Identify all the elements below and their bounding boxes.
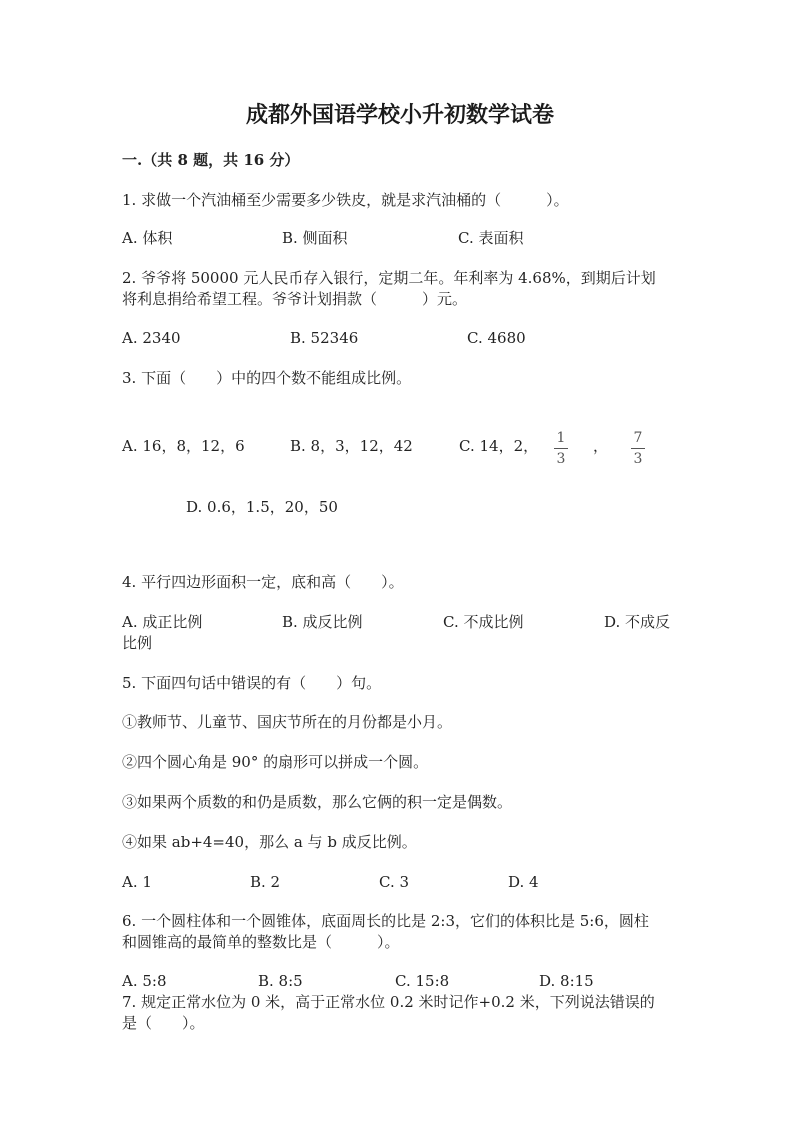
fraction-seven-thirds xyxy=(630,430,646,467)
question-4-option-d: D. 不成反 xyxy=(604,613,671,631)
question-6-option-d: D. 8:15 xyxy=(539,972,594,990)
question-3-option-c: C. 14，2， xyxy=(459,437,539,455)
question-7-line-1: 7. 规定正常水位为 0 米，高于正常水位 0.2 米时记作+0.2 米，下列说法错误的 xyxy=(122,993,655,1011)
fraction-separator: ， xyxy=(593,437,609,455)
question-5-option-a: A. 1 xyxy=(122,873,152,891)
question-2-option-a: A. 2340 xyxy=(122,329,181,347)
question-6-option-a: A. 5:8 xyxy=(122,972,167,990)
question-6-line-2: 和圆锥高的最简单的整数比是（ ）。 xyxy=(122,933,400,951)
fraction-one-third xyxy=(553,430,569,467)
question-2-option-c: C. 4680 xyxy=(467,329,526,347)
fraction-denominator: 3 xyxy=(633,451,643,467)
question-1-option-b: B. 侧面积 xyxy=(282,229,348,247)
fraction-denominator: 3 xyxy=(556,451,566,467)
page-title: 成都外国语学校小升初数学试卷 xyxy=(245,102,554,128)
question-4-option-d-continued: 比例 xyxy=(122,634,153,652)
fraction-numerator: 7 xyxy=(633,430,643,446)
question-7-line-2: 是（ ）。 xyxy=(122,1014,205,1032)
question-1-option-a: A. 体积 xyxy=(122,229,173,247)
question-3-option-d: D. 0.6，1.5，20，50 xyxy=(186,498,338,516)
question-2-option-b: B. 52346 xyxy=(290,329,359,347)
question-5-stem: 5. 下面四句话中错误的有（ ）句。 xyxy=(122,674,382,692)
question-3-stem: 3. 下面（ ）中的四个数不能组成比例。 xyxy=(122,369,412,387)
question-5-statement-2: ②四个圆心角是 90° 的扇形可以拼成一个圆。 xyxy=(122,753,429,771)
fraction-numerator: 1 xyxy=(556,430,566,446)
question-5-statement-4: ④如果 ab+4=40，那么 a 与 b 成反比例。 xyxy=(122,833,417,851)
question-2-line-2: 将利息捐给希望工程。爷爷计划捐款（ ）元。 xyxy=(122,290,468,308)
question-4-stem: 4. 平行四边形面积一定，底和高（ ）。 xyxy=(122,573,404,591)
question-1-option-c: C. 表面积 xyxy=(458,229,524,247)
question-4-option-c: C. 不成比例 xyxy=(443,613,524,631)
question-5-option-b: B. 2 xyxy=(250,873,281,891)
fraction-bar xyxy=(554,448,568,449)
question-5-option-d: D. 4 xyxy=(508,873,539,891)
question-4-option-a: A. 成正比例 xyxy=(122,613,203,631)
question-4-option-b: B. 成反比例 xyxy=(282,613,363,631)
fraction-bar xyxy=(631,448,645,449)
question-5-option-c: C. 3 xyxy=(379,873,410,891)
question-6-line-1: 6. 一个圆柱体和一个圆锥体，底面周长的比是 2:3，它们的体积比是 5:6，圆柱 xyxy=(122,912,649,930)
question-5-statement-3: ③如果两个质数的和仍是质数，那么它俩的积一定是偶数。 xyxy=(122,793,513,811)
question-3-option-b: B. 8，3，12，42 xyxy=(290,437,413,455)
question-6-option-b: B. 8:5 xyxy=(258,972,303,990)
question-6-option-c: C. 15:8 xyxy=(395,972,450,990)
question-5-statement-1: ①教师节、儿童节、国庆节所在的月份都是小月。 xyxy=(122,713,453,731)
question-3-option-a: A. 16，8，12，6 xyxy=(122,437,245,455)
question-1-stem: 1. 求做一个汽油桶至少需要多少铁皮，就是求汽油桶的（ ）。 xyxy=(122,191,569,209)
question-2-line-1: 2. 爷爷将 50000 元人民币存入银行，定期二年。年利率为 4.68%，到期后计划 xyxy=(122,269,656,287)
section-heading: 一.（共 8 题，共 16 分） xyxy=(122,151,300,169)
